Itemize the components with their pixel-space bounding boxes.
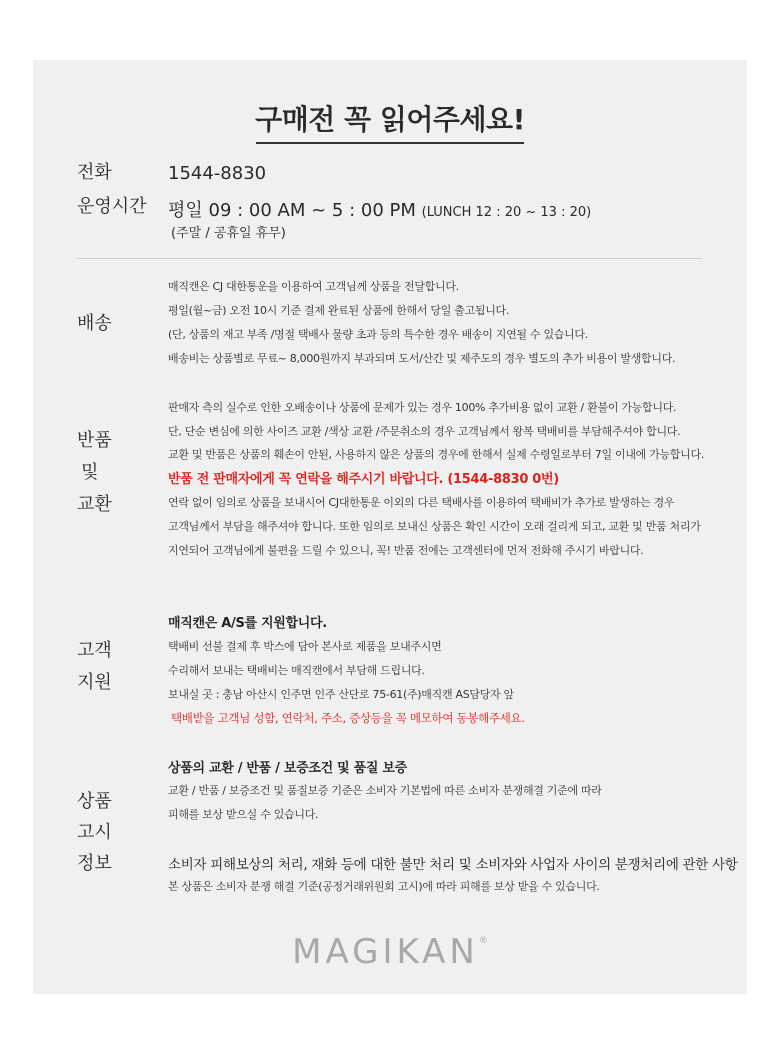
shipping-label: 배송 [77, 313, 112, 334]
notice-panel [33, 60, 747, 994]
notice-label-3: 정보 [77, 853, 112, 874]
notice-label-2: 고시 [77, 822, 112, 843]
phone-number: 1544-8830 [168, 163, 267, 184]
returns-line: 단, 단순 변심에 의한 사이즈 교환 /색상 교환 /주문취소의 경우 고객님께서 왕복 택배비를 부담해주셔야 합니다. [168, 425, 681, 438]
hours-main: 평일 09 : 00 AM ~ 5 : 00 PM [168, 200, 416, 221]
returns-line: 교환 및 반품은 상품의 훼손이 안된, 사용하지 않은 상품의 경우에 한해서 실제 수령일로부터 7일 이내에 가능합니다. [168, 448, 705, 461]
phone-label: 전화 [77, 162, 112, 183]
brand-logo [33, 932, 747, 972]
hours-lunch: (LUNCH 12 : 20 ~ 13 : 20) [421, 205, 592, 220]
notice-line: 교환 / 반품 / 보증조건 및 품질보증 기준은 소비자 기본법에 따른 소비자 분쟁해결 기준에 따라 [168, 784, 602, 797]
returns-label-1: 반품 [77, 430, 112, 451]
registered-mark: ® [478, 936, 488, 946]
title-underline [256, 142, 524, 144]
notice-heading: 상품의 교환 / 반품 / 보증조건 및 품질 보증 [168, 761, 407, 776]
hours-label: 운영시간 [77, 196, 147, 217]
returns-label-2: 및 [81, 462, 99, 483]
support-label-1: 고객 [77, 640, 112, 661]
returns-line: 연락 없이 임의로 상품을 보내시어 CJ대한통운 이외의 다른 택배사를 이용하여 택배비가 추가로 발생하는 경우 [168, 496, 675, 509]
page-title: 구매전 꼭 읽어주세요! [255, 103, 525, 136]
returns-line: 판매자 측의 실수로 인한 오배송이나 상품에 문제가 있는 경우 100% 추가비용 없이 교환 / 환불이 가능합니다. [168, 401, 677, 414]
support-line: 수리해서 보내는 택배비는 매직캔에서 부담해 드립니다. [168, 664, 425, 677]
brand-name: MAGIKAN [292, 932, 479, 972]
support-warning: 택배받을 고객님 성함, 연락처, 주소, 증상등을 꼭 메모하여 동봉해주세요. [171, 711, 525, 725]
support-heading: 매직캔은 A/S를 지원합니다. [168, 616, 327, 631]
notice-label-1: 상품 [77, 791, 112, 812]
shipping-line: 배송비는 상품별로 무료~ 8,000원까지 부과되며 도서/산간 및 제주도의 경우 별도의 추가 비용이 발생합니다. [168, 352, 676, 365]
notice-heading-2: 소비자 피해보상의 처리, 재화 등에 대한 불만 처리 및 소비자와 사업자 사이의 분쟁처리에 관한 사항 [168, 857, 738, 873]
support-label-2: 지원 [77, 672, 112, 693]
hours-note: (주말 / 공휴일 휴무) [171, 226, 286, 241]
notice-line-2: 본 상품은 소비자 분쟁 해결 기준(공정거래위원회 고시)에 따라 피해를 보상 받을 수 있습니다. [168, 880, 600, 893]
support-line: 택배비 선불 결제 후 박스에 담아 본사로 제품을 보내주시면 [168, 640, 442, 653]
shipping-line: 매직캔은 CJ 대한통운을 이용하여 고객님께 상품을 전달합니다. [168, 280, 459, 293]
hours-value [168, 196, 591, 222]
shipping-line: (단, 상품의 재고 부족 /명절 택배사 물량 초과 등의 특수한 경우 배송이 지연될 수 있습니다. [168, 328, 588, 341]
section-divider [77, 258, 701, 259]
notice-line: 피해를 보상 받으실 수 있습니다. [168, 808, 319, 821]
returns-label-3: 교환 [77, 494, 112, 515]
returns-line: 고객님께서 부담을 해주셔야 합니다. 또한 임의로 보내신 상품은 확인 시간이 오래 걸리게 되고, 교환 및 반품 처리가 [168, 520, 701, 533]
returns-line: 지연되어 고객님에게 불편을 드릴 수 있으니, 꼭! 반품 전에는 고객센터에 먼저 전화해 주시기 바랍니다. [168, 544, 644, 557]
support-line: 보내실 곳 : 충남 아산시 인주면 인주 산단로 75-61(주)매직캔 AS담당자 앞 [168, 688, 514, 701]
returns-warning: 반품 전 판매자에게 꼭 연락을 해주시기 바랍니다. (1544-8830 0번) [168, 472, 559, 487]
shipping-line: 평일(월~금) 오전 10시 기준 결제 완료된 상품에 한해서 당일 출고됩니다. [168, 304, 510, 317]
